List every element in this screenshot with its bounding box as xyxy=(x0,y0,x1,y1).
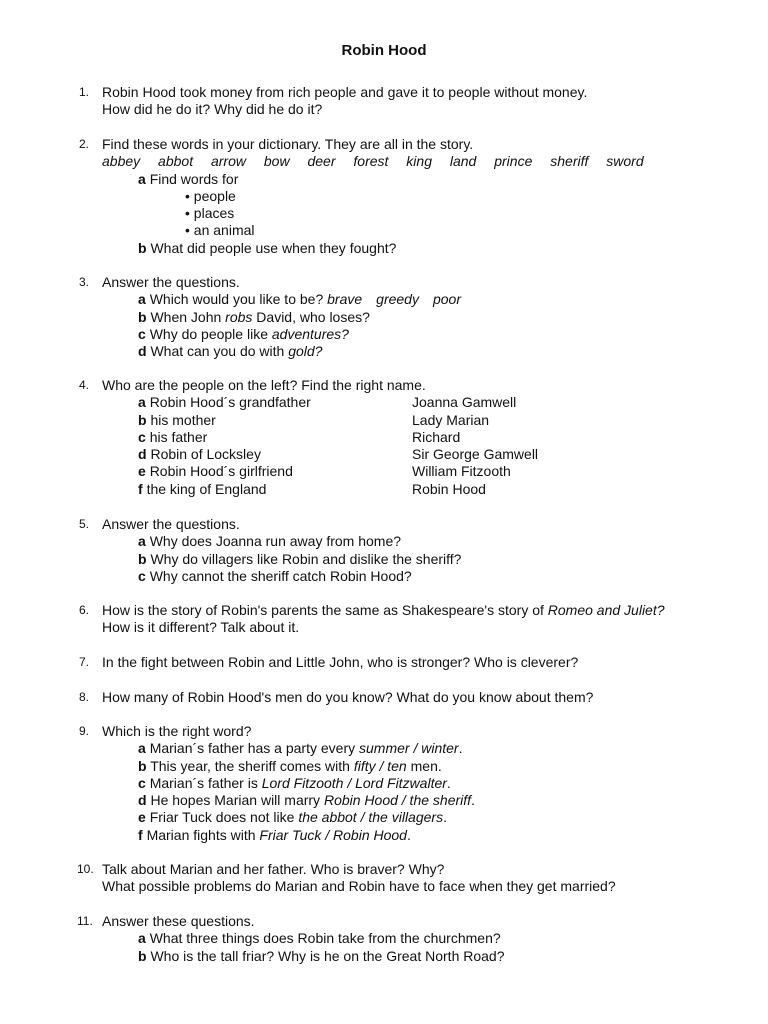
sub-question-a: a Find words for xyxy=(138,170,239,187)
sub-question-b: b What did people use when they fought? xyxy=(138,239,397,256)
sub-question-e: e Friar Tuck does not like the abbot / the villagers. xyxy=(138,809,447,826)
page-title: Robin Hood xyxy=(341,42,427,59)
matching-row: b his mother Lady Marian xyxy=(138,411,490,428)
sub-question-c: c Why do people like adventures? xyxy=(138,325,349,342)
question-number: 9. xyxy=(79,724,90,738)
word-list xyxy=(102,153,768,170)
question-number: 10. xyxy=(77,862,94,876)
bullet-item: • people xyxy=(185,187,236,204)
question-text: Find these words in your dictionary. They are all in the story. xyxy=(102,136,474,152)
question-11 xyxy=(0,913,768,965)
question-text: How is it different? Talk about it. xyxy=(102,619,300,636)
question-text: Who are the people on the left? Find the right name. xyxy=(102,377,426,393)
sub-question-d: d He hopes Marian will marry Robin Hood / the sheriff. xyxy=(138,792,475,809)
sub-question-b: b Why do villagers like Robin and dislike the sheriff? xyxy=(138,550,462,567)
word: sword xyxy=(606,153,644,170)
question-4 xyxy=(0,377,768,498)
question-7 xyxy=(0,654,768,671)
question-text: How is the story of Robin's parents the same as Shakespeare's story of Romeo and Juliet? xyxy=(102,602,665,618)
question-number: 1. xyxy=(79,85,90,99)
question-number: 6. xyxy=(79,603,90,617)
sub-question-b: b When John robs David, who loses? xyxy=(138,308,370,325)
question-10 xyxy=(0,861,768,896)
question-text: Answer these questions. xyxy=(102,913,255,929)
matching-row: e Robin Hood´s girlfriend William Fitzooth xyxy=(138,463,511,480)
question-9 xyxy=(0,723,768,844)
matching-row: a Robin Hood´s grandfather Joanna Gamwell xyxy=(138,394,517,411)
word: abbey xyxy=(102,153,141,170)
question-number: 11. xyxy=(77,914,93,928)
matching-row: f the king of England Robin Hood xyxy=(138,480,486,497)
sub-question-f: f Marian fights with Friar Tuck / Robin Hood. xyxy=(138,826,411,843)
question-text: Which is the right word? xyxy=(102,723,252,739)
question-text: What possible problems do Marian and Robin have to face when they get married? xyxy=(102,878,616,895)
question-text: Talk about Marian and her father. Who is braver? Why? xyxy=(102,861,445,877)
question-text: Answer the questions. xyxy=(102,516,240,532)
matching-row: c his father Richard xyxy=(138,428,461,445)
bullet-item: • an animal xyxy=(185,222,255,239)
sub-question-a: a Which would you like to be? brave greedy poor xyxy=(138,291,461,308)
question-number: 5. xyxy=(79,517,90,531)
sub-question-a: a Why does Joanna run away from home? xyxy=(138,533,402,550)
word: forest xyxy=(353,153,389,170)
question-text: Answer the questions. xyxy=(102,274,240,290)
sub-question-c: c Why cannot the sheriff catch Robin Hood? xyxy=(138,567,412,584)
word: land xyxy=(449,153,477,170)
question-8 xyxy=(0,689,768,706)
matching-row: d Robin of Locksley Sir George Gamwell xyxy=(138,446,539,463)
sub-question-c: c Marian´s father is Lord Fitzooth / Lord Fitzwalter. xyxy=(138,774,451,791)
question-3 xyxy=(0,274,768,360)
word: abbot xyxy=(158,153,194,170)
question-text: How did he do it? Why did he do it? xyxy=(102,101,323,118)
question-number: 2. xyxy=(79,137,90,151)
word: king xyxy=(406,153,432,170)
sub-question-b: b This year, the sheriff comes with fifty / ten men. xyxy=(138,757,442,774)
question-number: 3. xyxy=(79,275,90,289)
word: arrow xyxy=(210,153,246,170)
question-5 xyxy=(0,516,768,585)
question-2 xyxy=(0,136,768,257)
question-text: In the fight between Robin and Little John, who is stronger? Who is cleverer? xyxy=(102,654,579,670)
question-number: 4. xyxy=(79,378,90,392)
question-6 xyxy=(0,602,768,637)
question-number: 8. xyxy=(79,690,90,704)
sub-question-a: a Marian´s father has a party every summer / winter. xyxy=(138,740,463,757)
bullet-item: • places xyxy=(185,205,235,222)
word: deer xyxy=(307,153,336,170)
sub-question-d: d What can you do with gold? xyxy=(138,343,323,360)
word: bow xyxy=(263,153,290,170)
question-1 xyxy=(0,84,768,119)
word: sheriff xyxy=(550,153,589,170)
question-text: How many of Robin Hood's men do you know? What do you know about them? xyxy=(102,689,594,705)
sub-question-a: a What three things does Robin take from the churchmen? xyxy=(138,930,501,947)
question-text: Robin Hood took money from rich people and gave it to people without money. xyxy=(102,84,588,100)
question-number: 7. xyxy=(79,655,90,669)
sub-question-b: b Who is the tall friar? Why is he on the Great North Road? xyxy=(138,947,505,964)
word: prince xyxy=(494,153,533,170)
